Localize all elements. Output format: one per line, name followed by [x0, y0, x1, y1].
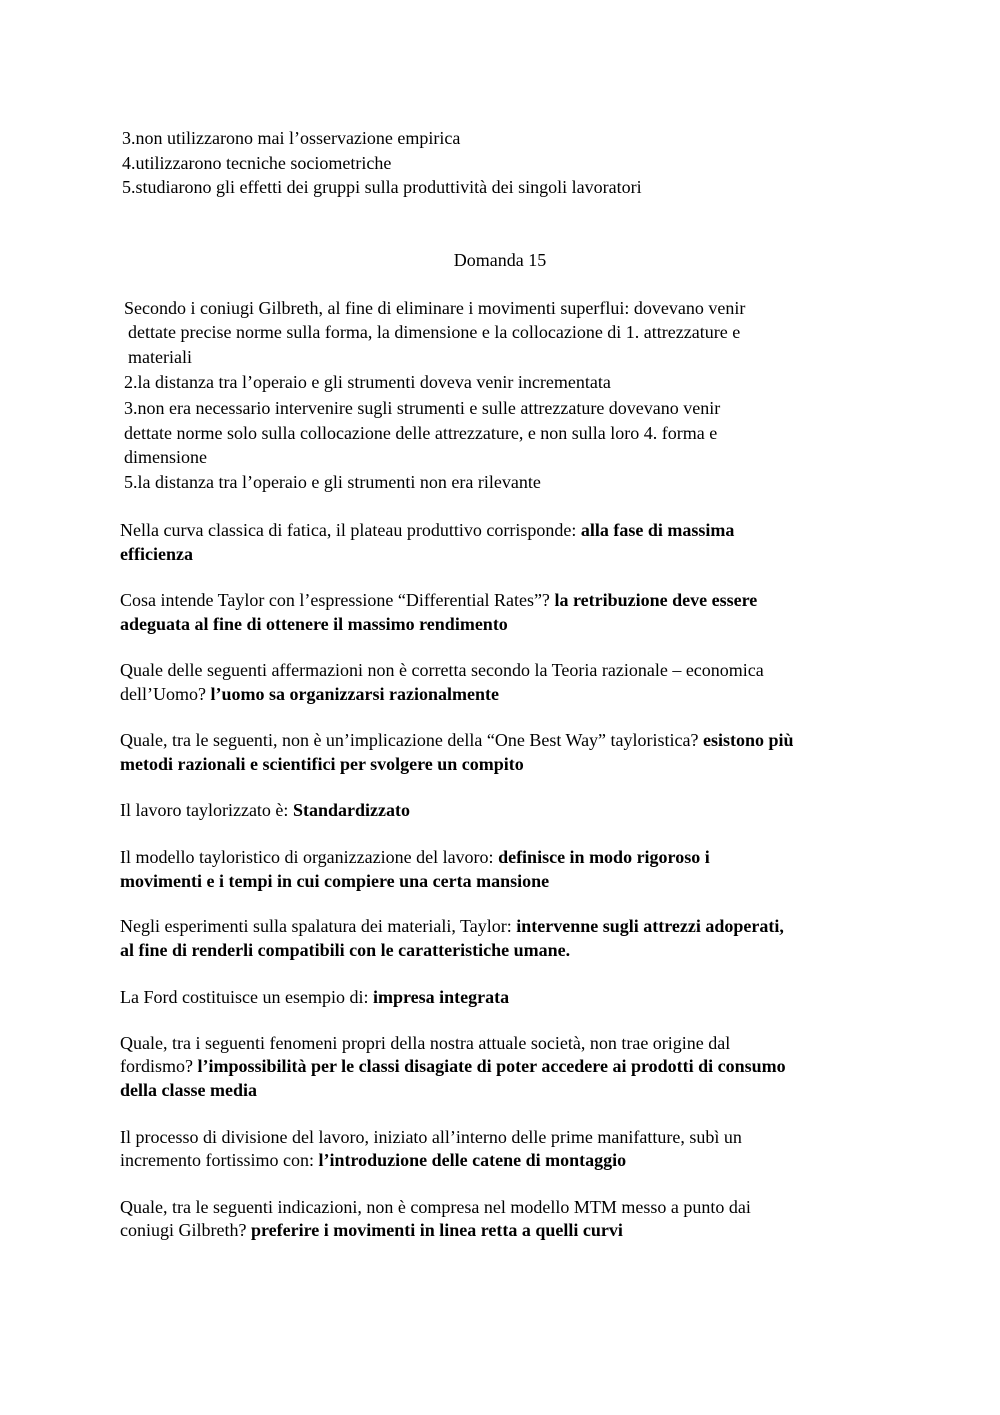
answer-text: Standardizzato	[292, 800, 410, 820]
qa-line	[120, 985, 509, 1009]
prev-option-4: 4.utilizzarono tecniche sociometriche	[122, 153, 392, 173]
qa-line	[120, 1078, 257, 1102]
answer-text: movimenti e i tempi in cui compiere una certa mansione	[120, 871, 550, 891]
qa-line	[120, 588, 757, 612]
qa-line	[120, 938, 570, 962]
q15-line: 5.la distanza tra l’operaio e gli strumenti non era rilevante	[124, 472, 541, 492]
answer-text: della classe media	[120, 1080, 257, 1100]
qa-line	[120, 752, 524, 776]
question-text: Il modello tayloristico di organizzazione del lavoro:	[120, 847, 499, 867]
prev-option-3: 3.non utilizzarono mai l’osservazione empirica	[122, 128, 461, 148]
qa-line	[120, 658, 764, 682]
qa-line	[120, 914, 784, 938]
qa-line	[120, 542, 193, 566]
prev-option-5: 5.studiarono gli effetti dei gruppi sulla produttività dei singoli lavoratori	[122, 177, 642, 197]
qa-line	[120, 518, 734, 542]
question-text: Quale, tra le seguenti, non è un’implicazione della “One Best Way” tayloristica?	[120, 730, 704, 750]
q15-line: Secondo i coniugi Gilbreth, al fine di eliminare i movimenti superflui: dovevano venir	[124, 298, 746, 318]
answer-text: efficienza	[120, 544, 193, 564]
question-text: dell’Uomo?	[120, 684, 211, 704]
question-text: Quale, tra i seguenti fenomeni propri della nostra attuale società, non trae origine dal	[120, 1033, 731, 1053]
question-text: fordismo?	[120, 1056, 198, 1076]
question-text: Il processo di divisione del lavoro, iniziato all’interno delle prime manifatture, subì un	[120, 1127, 742, 1147]
question-text: Quale, tra le seguenti indicazioni, non è compresa nel modello MTM messo a punto dai	[120, 1197, 751, 1217]
answer-text: l’impossibilità per le classi disagiate di poter accedere ai prodotti di consumo	[197, 1056, 786, 1076]
qa-line	[120, 869, 549, 893]
question-text: coniugi Gilbreth?	[120, 1220, 251, 1240]
answer-text: metodi razionali e scientifici per svolgere un compito	[120, 754, 524, 774]
question-text: Negli esperimenti sulla spalatura dei materiali, Taylor:	[120, 916, 517, 936]
qa-line	[120, 1054, 786, 1078]
qa-line	[120, 798, 410, 822]
question-text: Nella curva classica di fatica, il plateau produttivo corrisponde:	[120, 520, 581, 540]
q15-line: dettate precise norme sulla forma, la dimensione e la collocazione di 1. attrezzature e	[128, 322, 741, 342]
qa-line	[120, 1195, 751, 1219]
question-text: incremento fortissimo con:	[120, 1150, 319, 1170]
question-text: La Ford costituisce un esempio di:	[120, 987, 373, 1007]
qa-line	[120, 682, 499, 706]
answer-text: la retribuzione deve essere	[554, 590, 758, 610]
answer-text: esistono più	[703, 730, 794, 750]
answer-text: adeguata al fine di ottenere il massimo rendimento	[120, 614, 508, 634]
qa-line	[120, 845, 710, 869]
qa-line	[120, 612, 508, 636]
q15-line: 3.non era necessario intervenire sugli strumenti e sulle attrezzature dovevano venir	[124, 398, 721, 418]
answer-text: l’uomo sa organizzarsi razionalmente	[210, 684, 499, 704]
answer-text: preferire i movimenti in linea retta a quelli curvi	[250, 1220, 623, 1240]
qa-line	[120, 1031, 730, 1055]
question-heading: Domanda 15	[453, 250, 547, 270]
q15-line: materiali	[128, 347, 192, 367]
question-text: Il lavoro taylorizzato è:	[120, 800, 293, 820]
answer-text: al fine di renderli compatibili con le caratteristiche umane.	[120, 940, 571, 960]
answer-text: impresa integrata	[372, 987, 510, 1007]
q15-line: dimensione	[124, 447, 207, 467]
question-text: Quale delle seguenti affermazioni non è corretta secondo la Teoria razionale – economica	[120, 660, 764, 680]
answer-text: alla fase di massima	[580, 520, 735, 540]
answer-text: intervenne sugli attrezzi adoperati,	[516, 916, 784, 936]
qa-line	[120, 1218, 623, 1242]
question-text: Cosa intende Taylor con l’espressione “Differential Rates”?	[120, 590, 555, 610]
answer-text: definisce in modo rigoroso i	[498, 847, 710, 867]
q15-line: dettate norme solo sulla collocazione delle attrezzature, e non sulla loro 4. forma e	[124, 423, 718, 443]
qa-line	[120, 1125, 742, 1149]
qa-line	[120, 1148, 626, 1172]
qa-line	[120, 728, 794, 752]
q15-line: 2.la distanza tra l’operaio e gli strumenti doveva venir incrementata	[124, 372, 611, 392]
answer-text: l’introduzione delle catene di montaggio	[318, 1150, 627, 1170]
